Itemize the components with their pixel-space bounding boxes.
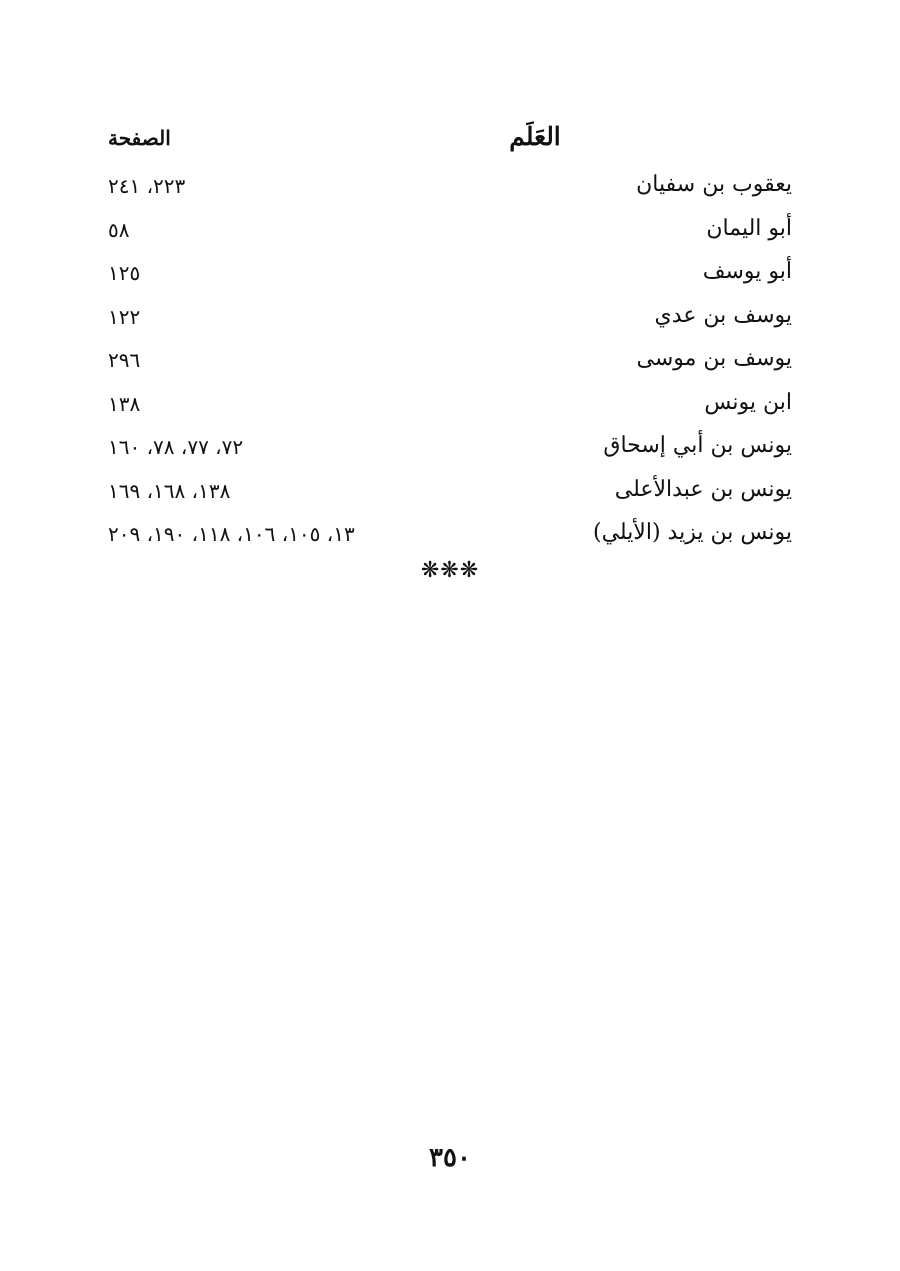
entry-pages: ٢٩٦ <box>108 348 141 372</box>
entry-pages: ٥٨ <box>108 217 130 242</box>
index-row <box>108 473 792 517</box>
entry-pages: ١٣، ١٠٥، ١٠٦، ١١٨، ١٩٠، ٢٠٩ <box>108 522 355 546</box>
entry-pages: ١٢٥ <box>108 261 141 285</box>
entry-name: يوسف بن عدي <box>654 302 792 328</box>
page-number: ٣٥٠ <box>429 1143 471 1173</box>
index-row <box>108 516 792 560</box>
entry-name: أبو يوسف <box>702 259 792 284</box>
index-row <box>108 342 792 386</box>
entry-name: أبو اليمان <box>706 215 792 241</box>
entry-name: يعقوب بن سفيان <box>636 172 792 197</box>
index-row <box>108 429 792 473</box>
section-separator: ❋❋❋ <box>420 558 480 583</box>
entry-pages: ٢٢٣، ٢٤١ <box>108 174 186 198</box>
column-header-page: الصفحة <box>108 126 171 150</box>
index-row <box>108 212 792 256</box>
entry-pages: ١٣٨، ١٦٨، ١٦٩ <box>108 478 231 503</box>
entry-pages: ١٢٢ <box>108 304 141 329</box>
index-row <box>108 299 792 343</box>
index-list <box>108 168 792 560</box>
entry-name: يوسف بن موسى <box>636 346 792 371</box>
entry-name: يونس بن يزيد (الأيلي) <box>592 520 792 545</box>
column-header-name: العَلَم <box>509 122 561 151</box>
entry-name: يونس بن عبدالأعلى <box>614 476 792 502</box>
index-row <box>108 255 792 299</box>
entry-pages: ١٣٨ <box>108 391 141 416</box>
entry-name: يونس بن أبي إسحاق <box>603 433 792 458</box>
index-row <box>108 386 792 430</box>
index-row <box>108 168 792 212</box>
entry-pages: ٧٢، ٧٧، ٧٨، ١٦٠ <box>108 435 244 459</box>
entry-name: ابن يونس <box>704 389 792 415</box>
